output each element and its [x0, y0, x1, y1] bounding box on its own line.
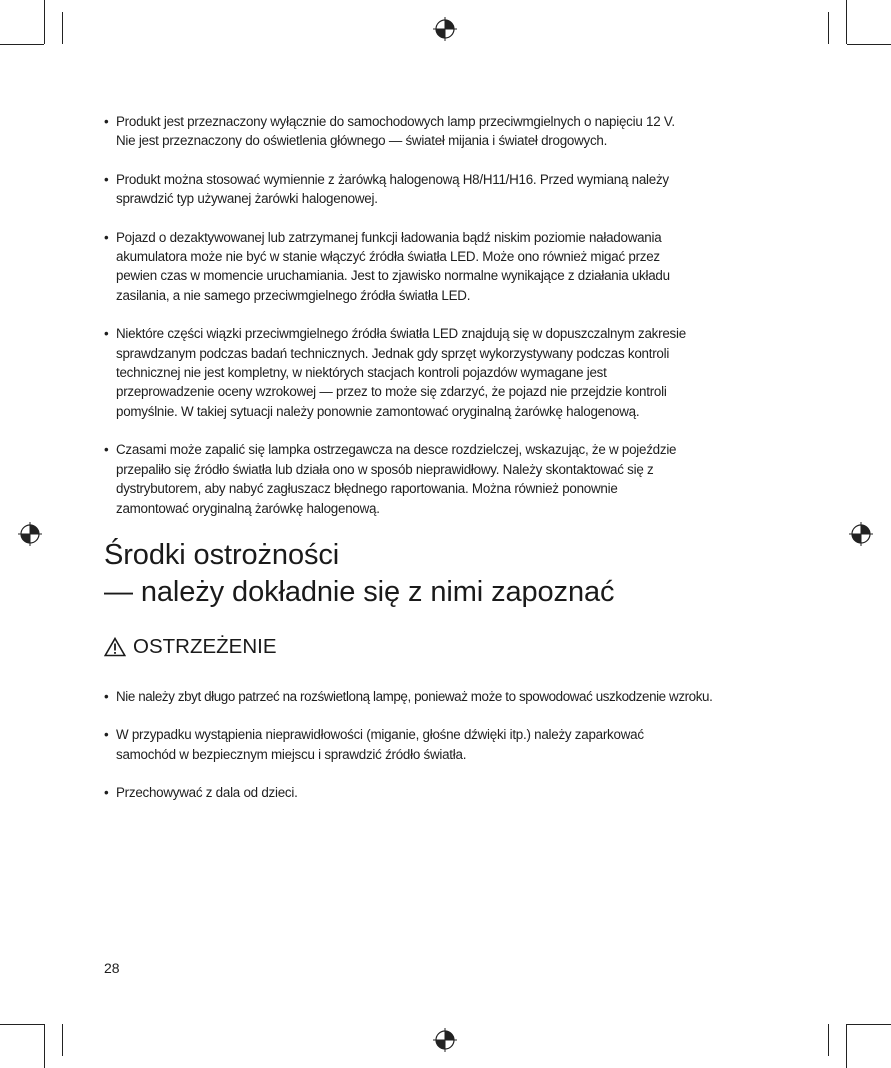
crop-mark: [847, 1024, 891, 1025]
section-heading-line2: — należy dokładnie się z nimi zapoznać: [104, 575, 615, 608]
list-item: • Nie należy zbyt długo patrzeć na rozświetloną lampę, ponieważ może to spowodować uszkodzenie wzroku.: [104, 687, 804, 706]
registration-mark-icon: [18, 522, 42, 546]
page-content: [104, 112, 804, 822]
list-item: • Pojazd o dezaktywowanej lub zatrzymanej funkcji ładowania bądź niskim poziomie naładowania akumulatora może nie być w stanie włączyć źródła światła LED. Może ono również migać przez pewien czas w momencie uruchamiania. Jest to zjawisko normalne wynikające z działania układu zasilania, a nie samego przeciwmgielnego źródła światła LED.: [104, 228, 804, 306]
warning-triangle-icon: [104, 637, 126, 657]
warning-heading: [104, 635, 804, 659]
crop-mark: [62, 1024, 63, 1056]
crop-mark: [828, 12, 829, 44]
list-item: • Produkt jest przeznaczony wyłącznie do samochodowych lamp przeciwmgielnych o napięciu 12 V. Nie jest przeznaczony do oświetlenia głównego — świateł mijania i świateł drogowych.: [104, 112, 804, 151]
list-item: • W przypadku wystąpienia nieprawidłowości (miganie, głośne dźwięki itp.) należy zaparkować samochód w bezpiecznym miejscu i sprawdzić źródło światła.: [104, 725, 804, 764]
list-item: • Produkt można stosować wymiennie z żarówką halogenową H8/H11/H16. Przed wymianą należy sprawdzić typ używanej żarówki halogenowej.: [104, 170, 804, 209]
section-heading-line1: Środki ostrożności: [104, 538, 340, 571]
registration-mark-icon: [849, 522, 873, 546]
page-number: 28: [104, 960, 120, 976]
crop-mark: [62, 12, 63, 44]
registration-mark-icon: [433, 17, 457, 41]
section-heading: [104, 537, 804, 611]
list-item: • Niektóre części wiązki przeciwmgielnego źródła światła LED znajdują się w dopuszczalnym zakresie sprawdzanym podczas badań technicznych. Jednak gdy sprzęt wykorzystywany podczas kontroli technicznej nie jest kompletny, w niektórych stacjach kontroli pojazdów wymagane jest przeprowadzenie oceny wzrokowej — przez to może się zdarzyć, że pojazd nie przejdzie kontroli pomyślnie. W takiej sytuacji należy ponownie zamontować oryginalną żarówkę halogenową.: [104, 324, 804, 421]
warning-label: OSTRZEŻENIE: [133, 634, 277, 658]
crop-mark: [0, 1024, 44, 1025]
list-item: • Przechowywać z dala od dzieci.: [104, 783, 804, 802]
crop-mark: [828, 1024, 829, 1056]
crop-mark: [0, 44, 44, 45]
crop-mark: [44, 0, 45, 44]
crop-mark: [846, 1024, 847, 1068]
registration-mark-icon: [433, 1028, 457, 1052]
crop-mark: [846, 0, 847, 44]
list-item: • Czasami może zapalić się lampka ostrzegawcza na desce rozdzielczej, wskazując, że w pojeździe przepaliło się źródło światła lub działa ono w sposób nieprawidłowy. Należy skontaktować się z dystrybutorem, aby nabyć zagłuszacz błędnego raportowania. Można również ponownie zamontować oryginalną żarówkę halogenową.: [104, 440, 804, 518]
crop-mark: [44, 1024, 45, 1068]
crop-mark: [847, 44, 891, 45]
